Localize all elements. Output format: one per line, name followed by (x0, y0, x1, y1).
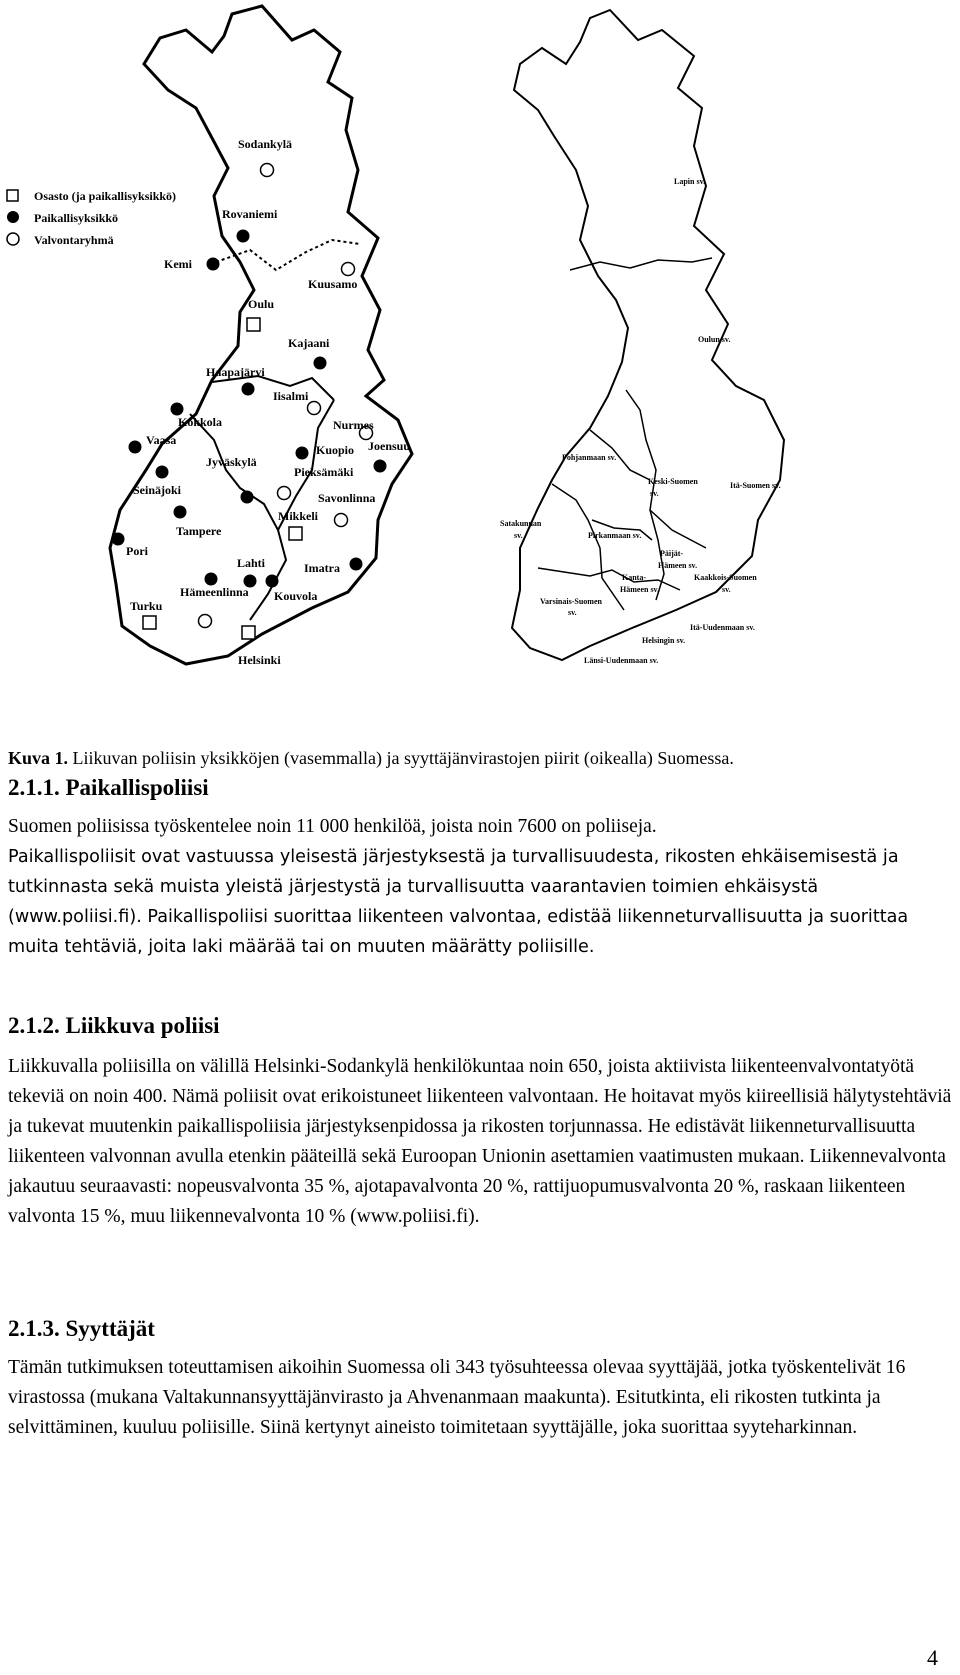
district-label-lansi-uusimaa: Länsi-Uudenmaan sv. (584, 656, 659, 665)
district-labels (500, 177, 781, 665)
marker-helsinki (242, 626, 255, 639)
marker-joensuu (374, 460, 387, 473)
district-boundary-1 (570, 258, 712, 270)
district-label-pirkanmaa: Pirkanmaan sv. (588, 531, 642, 540)
district-label-satakunta: Satakunnan (500, 519, 542, 528)
city-label-lahti: Lahti (237, 556, 266, 570)
maps-figure (0, 0, 960, 720)
marker-rovaniemi (237, 230, 250, 243)
section-paragraph-paikallispoliisi-intro: Suomen poliisissa työskentelee noin 11 000 henkilöä, joista noin 7600 on poliiseja. (8, 816, 657, 837)
marker-kouvola (266, 575, 279, 588)
boundary-lapland (216, 240, 360, 270)
district-label-kanta: Kanta- (622, 573, 646, 582)
marker-savonlinna (335, 514, 348, 527)
city-label-kemi: Kemi (164, 257, 192, 271)
marker-tampere (174, 506, 187, 519)
marker-hameenlinna (205, 573, 218, 586)
city-label-haapajarvi: Haapajärvi (206, 365, 265, 379)
figure-caption (8, 748, 734, 769)
marker-turku (143, 616, 156, 629)
city-label-vaasa: Vaasa (146, 433, 177, 447)
legend-filled-circle-symbol (7, 211, 19, 223)
legend-label-osasto: Osasto (ja paikallisyksikkö) (34, 189, 177, 203)
city-label-pori: Pori (126, 544, 148, 558)
page-number: 4 (927, 1645, 938, 1670)
marker-haapajarvi (242, 383, 255, 396)
district-label-helsinki: Helsingin sv. (642, 636, 686, 645)
section-heading-liikkuva-poliisi: 2.1.2. Liikkuva poliisi (8, 1013, 220, 1038)
district-label-ita-uusimaa: Itä-Uudenmaan sv. (690, 623, 755, 632)
legend-open-circle-symbol (7, 233, 19, 245)
district-label-keski-suomi: Keski-Suomen (648, 477, 698, 486)
city-label-pieksamaki: Pieksämäki (294, 465, 354, 479)
city-label-tampere: Tampere (176, 524, 222, 538)
city-label-rovaniemi: Rovaniemi (222, 207, 278, 221)
section-paragraph-liikkuva-poliisi: Liikkuvalla poliisilla on välillä Helsinki-Sodankylä henkilökuntaa noin 650, joista aktiivista liikenteenvalvontatyötä tekeviä on noin 400. Nämä poliisit ovat erikoistuneet liikenteen valvontaan. He hoitavat myös kiireellisiä hälytystehtäviä ja tukevat muutenkin paikallispoliisia järjestyksenpidossa ja rikosten torjunnassa. He edistävät liikenneturvallisuutta liikenteen valvonnan avulla etenkin pääteillä sekä Euroopan Unionin asettamien vaatimusten mukaan. Liikennevalvonta jakautuu seuraavasti: nopeusvalvonta 35 %, ajotapavalvonta 20 %, rattijuopumusvalvonta 20 %, raskaan liikenteen valvonta 15 %, muu liikennevalvonta 10 % (www.poliisi.fi). (8, 1056, 952, 1227)
city-label-oulu: Oulu (248, 297, 275, 311)
marker-kokkola (171, 403, 184, 416)
city-label-kuopio: Kuopio (316, 443, 355, 457)
marker-extra-south (199, 615, 212, 628)
marker-imatra (350, 558, 363, 571)
city-label-nurmes: Nurmes (333, 418, 374, 432)
city-label-jyvaskyla: Jyväskylä (206, 455, 257, 469)
city-label-sodankyla: Sodankylä (238, 137, 293, 151)
district-label-kanta-hame: Hämeen sv. (620, 585, 660, 594)
city-label-kouvola: Kouvola (274, 589, 318, 603)
district-boundary-2 (626, 390, 706, 548)
section-heading-syyttajat: 2.1.3. Syyttäjät (8, 1316, 155, 1341)
district-label-oulu: Oulun sv. (698, 335, 731, 344)
city-label-kuusamo: Kuusamo (308, 277, 358, 291)
section-paragraph-paikallispoliisi-body: Paikallispoliisit ovat vastuussa yleisestä järjestyksestä ja turvallisuudesta, rikosten ehkäisemisestä ja tutkinnasta sekä muista yleistä järjestystä ja turvallisuutta vaarantavien toimien ehkäisystä (www.poliisi.fi). Paikallispoliisi suorittaa liikenteen valvontaa, edistää liikenneturvallisuutta ja suorittaa muita tehtäviä, joita laki määrää tai on muuten määrätty poliisille. (8, 847, 909, 957)
district-label-lappi: Lapin sv. (674, 177, 706, 186)
district-label-ita-suomi: Itä-Suomen sv. (730, 481, 781, 490)
city-labels (126, 137, 410, 667)
district-label-kaakkois-suomi: Kaakkois-Suomen (694, 573, 757, 582)
city-label-kokkola: Kokkola (178, 415, 223, 429)
city-label-kajaani: Kajaani (288, 336, 330, 350)
marker-jyvaskyla (241, 491, 254, 504)
marker-iisalmi (308, 402, 321, 415)
finland-outline-right (512, 10, 784, 660)
legend-label-valvontaryhma: Valvontaryhmä (34, 233, 114, 247)
marker-oulu (247, 318, 260, 331)
district-label-varsinais-suomi-sv: sv. (568, 608, 577, 617)
city-label-iisalmi: Iisalmi (273, 389, 309, 403)
district-label-kaakkois-suomi-sv: sv. (722, 585, 731, 594)
marker-sodankyla (261, 164, 274, 177)
city-label-savonlinna: Savonlinna (318, 491, 376, 505)
marker-mikkeli (289, 527, 302, 540)
district-label-varsinais-suomi: Varsinais-Suomen (540, 597, 602, 606)
district-label-paijat: Päijät- (660, 549, 684, 558)
district-label-paijat-hame: Hämeen sv. (658, 561, 698, 570)
district-label-keski-suomi-sv: sv. (650, 489, 659, 498)
city-label-turku: Turku (130, 599, 163, 613)
district-label-pohjanmaa: Pohjanmaan sv. (562, 453, 617, 462)
city-label-joensuu: Joensuu (368, 439, 411, 453)
right-map (480, 0, 960, 720)
city-label-hameenlinna: Hämeenlinna (180, 585, 249, 599)
marker-kuopio (296, 447, 309, 460)
marker-kajaani (314, 357, 327, 370)
section-paragraph-syyttajat: Tämän tutkimuksen toteuttamisen aikoihin Suomessa oli 343 työsuhteessa olevaa syyttäjää, jotka työskentelivät 16 virastossa (mukana Valtakunnansyyttäjänvirasto ja Ahvenanmaan maakunta). Esitutkinta, eli rikosten tutkinta ja selvittäminen, kuuluu poliisille. Siinä kertynyt aineisto toimitetaan syyttäjälle, joka suorittaa syyteharkinnan. (8, 1357, 906, 1438)
caption-text: Liikuvan poliisin yksikköjen (vasemmalla) ja syyttäjänvirastojen piirit (oikealla) Suomessa. (72, 748, 734, 768)
left-map (0, 0, 480, 720)
district-label-satakunta-sv: sv. (514, 531, 523, 540)
city-label-imatra: Imatra (304, 561, 340, 575)
legend-square-symbol (7, 190, 18, 201)
city-label-seinajoki: Seinäjoki (133, 483, 182, 497)
city-label-mikkeli: Mikkeli (278, 509, 319, 523)
marker-kuusamo (342, 263, 355, 276)
caption-label: Kuva 1. (8, 748, 69, 768)
district-boundary-4 (552, 484, 624, 610)
section-heading-paikallispoliisi: 2.1.1. Paikallispoliisi (8, 775, 209, 800)
marker-pieksamaki (278, 487, 291, 500)
legend-label-paikallisyksikko: Paikallisyksikkö (34, 211, 119, 225)
marker-seinajoki (156, 466, 169, 479)
city-label-helsinki: Helsinki (238, 653, 281, 667)
marker-pori (112, 533, 125, 546)
marker-kemi (207, 258, 220, 271)
marker-vaasa (129, 441, 142, 454)
